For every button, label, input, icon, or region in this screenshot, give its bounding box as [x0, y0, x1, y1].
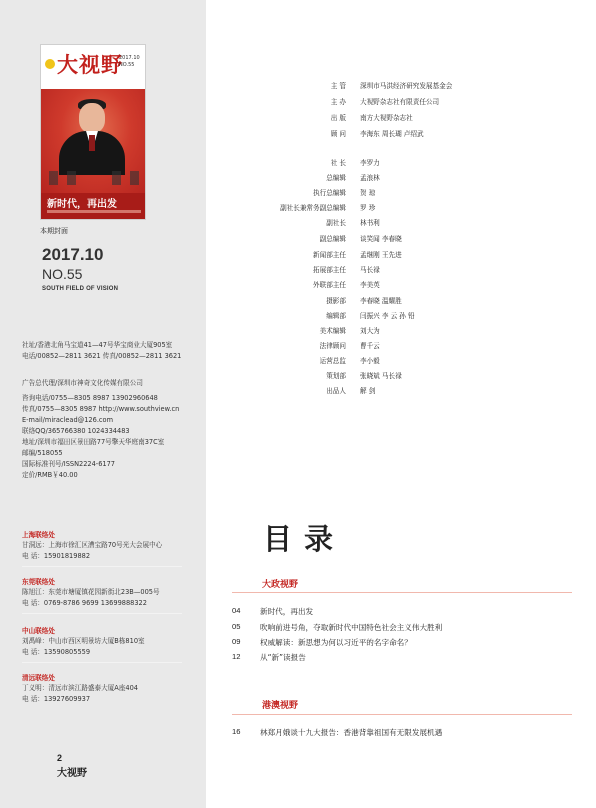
advertising-block — [22, 378, 179, 481]
toc-item-title: 权威解读：新思想为何以习近平的名字命名？ — [260, 638, 412, 647]
office-name: 清远联络处 — [22, 674, 55, 682]
toc-item-title: 吹响前进号角，夺取新时代中国特色社会主义伟大胜利 — [260, 623, 443, 632]
masthead-role: 出 版 — [330, 114, 346, 122]
toc-page-number: 16 — [232, 727, 241, 736]
cover-headline: 新时代，再出发 — [47, 199, 117, 210]
ad-qq-line: 联络QQ/365766380 1024334483 — [22, 427, 130, 435]
cover-image — [40, 44, 146, 220]
masthead-role: 法律顾问 — [319, 342, 346, 350]
office-person: 甘洞远：上海市徐汇区漕宝路70号光大会展中心 — [22, 541, 163, 549]
page-number: 2 — [57, 753, 63, 763]
masthead-role: 策划部 — [326, 372, 346, 380]
toc-item-title: 新时代，再出发 — [260, 607, 314, 616]
masthead-name: 贺 琼 — [360, 189, 376, 197]
ad-postcode-line: 邮编/518055 — [22, 449, 63, 457]
masthead-role: 主 办 — [330, 98, 346, 106]
masthead-role: 美术编辑 — [319, 327, 346, 335]
masthead-name: 刘大为 — [360, 327, 380, 335]
masthead-name: 南方大视野杂志社 — [360, 114, 413, 122]
masthead-role: 编辑部 — [326, 312, 346, 320]
office-divider — [22, 662, 182, 663]
masthead-name: 李罗力 — [360, 159, 380, 167]
toc-page-number: 04 — [232, 606, 241, 615]
masthead-name: 孟浪林 — [360, 174, 380, 182]
masthead-name: 张晓斌 马长禄 — [360, 372, 402, 380]
masthead-role: 运营总监 — [319, 357, 346, 365]
toc-section-divider — [232, 592, 572, 593]
masthead-role: 副社长兼常务副总编辑 — [280, 204, 346, 212]
cover-issue-no: NO.55 — [119, 62, 135, 68]
masthead-name: 谈笑闻 李春晓 — [360, 235, 402, 243]
toc-page-number: 09 — [232, 637, 241, 646]
office-name: 东莞联络处 — [22, 578, 55, 586]
masthead-name: 闫振兴 李 云 孙 铅 — [360, 312, 415, 320]
masthead-role: 出品人 — [326, 387, 346, 395]
office-person: 丁义明：清远市滨江路盛泰大厦A座404 — [22, 684, 139, 692]
toc-section-heading[interactable]: 港澳视野 — [262, 701, 299, 711]
office-phone: 电 话：0769-8786 9699 13699888322 — [22, 599, 147, 607]
office-divider — [22, 566, 182, 567]
masthead-role: 外联部主任 — [313, 281, 346, 289]
price-line: 定价/RMB￥40.00 — [22, 471, 78, 479]
office-phone: 电 话：15901819882 — [22, 552, 91, 560]
ad-agency-line: 广告总代理/深圳市神奇文化传媒有限公司 — [22, 379, 143, 387]
cover-microphones — [49, 171, 139, 185]
masthead-name: 解 剑 — [360, 387, 376, 395]
cover-logo-mark — [45, 59, 55, 69]
masthead-name: 马长禄 — [360, 266, 380, 274]
office-name: 上海联络处 — [22, 531, 55, 539]
masthead-role: 副社长 — [326, 219, 346, 227]
office-person: 刘禹峰：中山市西区明景坊大厦B栋810室 — [22, 637, 145, 645]
masthead-name: 林书利 — [360, 219, 380, 227]
address-line: 社址/香港北角马宝道41—47号华宝商业大厦905室 — [22, 341, 173, 349]
toc-page-number: 05 — [232, 622, 241, 631]
masthead-role: 副总编辑 — [319, 235, 346, 243]
masthead-role: 总编辑 — [326, 174, 346, 182]
cover-figure-face — [79, 103, 105, 133]
office-phone: 电 话：13927609937 — [22, 695, 91, 703]
ad-email-line: E-mail/miraclead@126.com — [22, 416, 113, 424]
office-shanghai — [22, 530, 192, 567]
issue-date: 2017.10 — [42, 245, 104, 264]
masthead-role: 拓展部主任 — [313, 266, 346, 274]
toc-section-divider — [232, 714, 572, 715]
masthead-role: 摄影部 — [326, 297, 346, 305]
office-person: 陈旭江：东莞市塘厦镇花园新街北23B—005号 — [22, 588, 160, 596]
phone-line: 电话/00852—2811 3621 传真/00852—2811 3621 — [22, 352, 182, 360]
ad-phone-line: 咨询电话/0755—8305 8987 13902960648 — [22, 394, 158, 402]
ad-fax-line: 传真/0755—8305 8987 http://www.southview.cn — [22, 405, 180, 413]
toc-item-title: 从“新”读报告 — [260, 653, 306, 662]
masthead-name: 李小毅 — [360, 357, 380, 365]
toc-section-heading[interactable]: 大政视野 — [262, 580, 299, 590]
masthead-name: 大视野杂志社有限责任公司 — [360, 98, 440, 106]
issue-brand: SOUTH FIELD OF VISION — [42, 286, 119, 292]
cover-logo: 大视野 — [57, 52, 123, 77]
masthead-role: 执行总编辑 — [313, 189, 346, 197]
masthead-name: 李春晓 温耀胜 — [360, 297, 402, 305]
address-block — [22, 340, 181, 362]
office-zhongshan — [22, 626, 192, 663]
toc-item-title: 林郑月娥谈十九大报告：香港背靠祖国有无限发展机遇 — [260, 728, 443, 737]
office-divider — [22, 613, 182, 614]
cover-figure-tie — [89, 135, 95, 151]
toc-title: 目录 — [263, 522, 346, 556]
cover-issue-date: 2017.10 — [119, 55, 140, 61]
office-dongguan — [22, 577, 192, 614]
cover-issue — [119, 55, 141, 69]
toc-page-number: 12 — [232, 652, 241, 661]
issue-number: NO.55 — [42, 266, 83, 282]
footer-logo: 大视野 — [57, 768, 87, 779]
masthead-role: 社 长 — [330, 159, 346, 167]
masthead-name: 孟继刚 王先进 — [360, 251, 402, 259]
ad-address-line: 地址/深圳市福田区景田路77号擎天华庭南37C室 — [22, 438, 165, 446]
masthead-name: 李海东 周长瑚 卢绍武 — [360, 130, 424, 138]
masthead-role: 新闻部主任 — [313, 251, 346, 259]
office-qingyuan — [22, 673, 192, 705]
masthead-role: 顾 问 — [330, 130, 346, 138]
cover-subline — [47, 210, 141, 213]
masthead-name: 深圳市马洪经济研究发展基金会 — [360, 82, 453, 90]
cover-caption: 本期封面 — [40, 227, 68, 235]
masthead-role: 主 管 — [330, 82, 346, 90]
office-name: 中山联络处 — [22, 627, 55, 635]
office-phone: 电 话：13590805559 — [22, 648, 91, 656]
issn-line: 国际标准刊号/ISSN2224-6177 — [22, 460, 115, 468]
masthead-name: 罗 珍 — [360, 204, 376, 212]
masthead-name: 曹千云 — [360, 342, 380, 350]
masthead-name: 李美英 — [360, 281, 380, 289]
